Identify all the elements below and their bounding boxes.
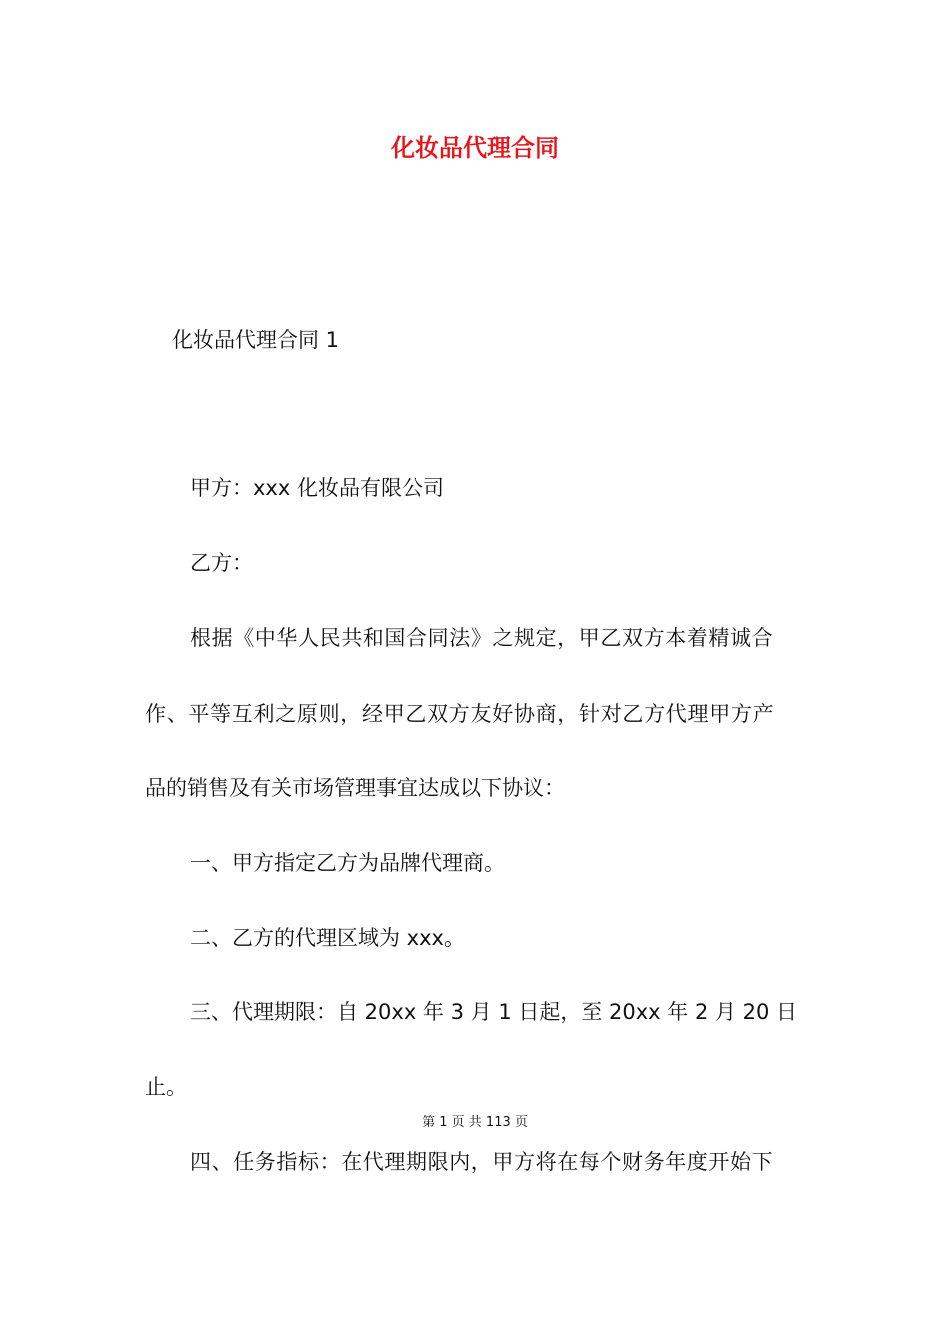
preamble-line-3: 品的销售及有关市场管理事宜达成以下协议： <box>145 776 565 800</box>
clause-3-line-1: 三、代理期限：自 20xx 年 3 月 1 日起，至 20xx 年 2 月 20 日 <box>190 1000 798 1024</box>
clause-1: 一、甲方指定乙方为品牌代理商。 <box>190 851 505 875</box>
clause-3-line-2: 止。 <box>145 1075 187 1099</box>
party-a-line: 甲方：xxx 化妆品有限公司 <box>190 476 444 500</box>
clause-2: 二、乙方的代理区域为 xxx。 <box>190 926 465 950</box>
contract-subtitle: 化妆品代理合同 1 <box>172 328 340 352</box>
preamble-line-1: 根据《中华人民共和国合同法》之规定，甲乙双方本着精诚合 <box>190 626 774 650</box>
clause-4-line-1: 四、任务指标：在代理期限内，甲方将在每个财务年度开始下 <box>190 1150 774 1174</box>
party-b-line: 乙方： <box>190 551 253 575</box>
page-footer: 第 1 页 共 113 页 <box>422 1115 528 1130</box>
preamble-line-2: 作、平等互利之原则，经甲乙双方友好协商，针对乙方代理甲方产 <box>145 702 775 726</box>
document-title: 化妆品代理合同 <box>391 134 559 162</box>
